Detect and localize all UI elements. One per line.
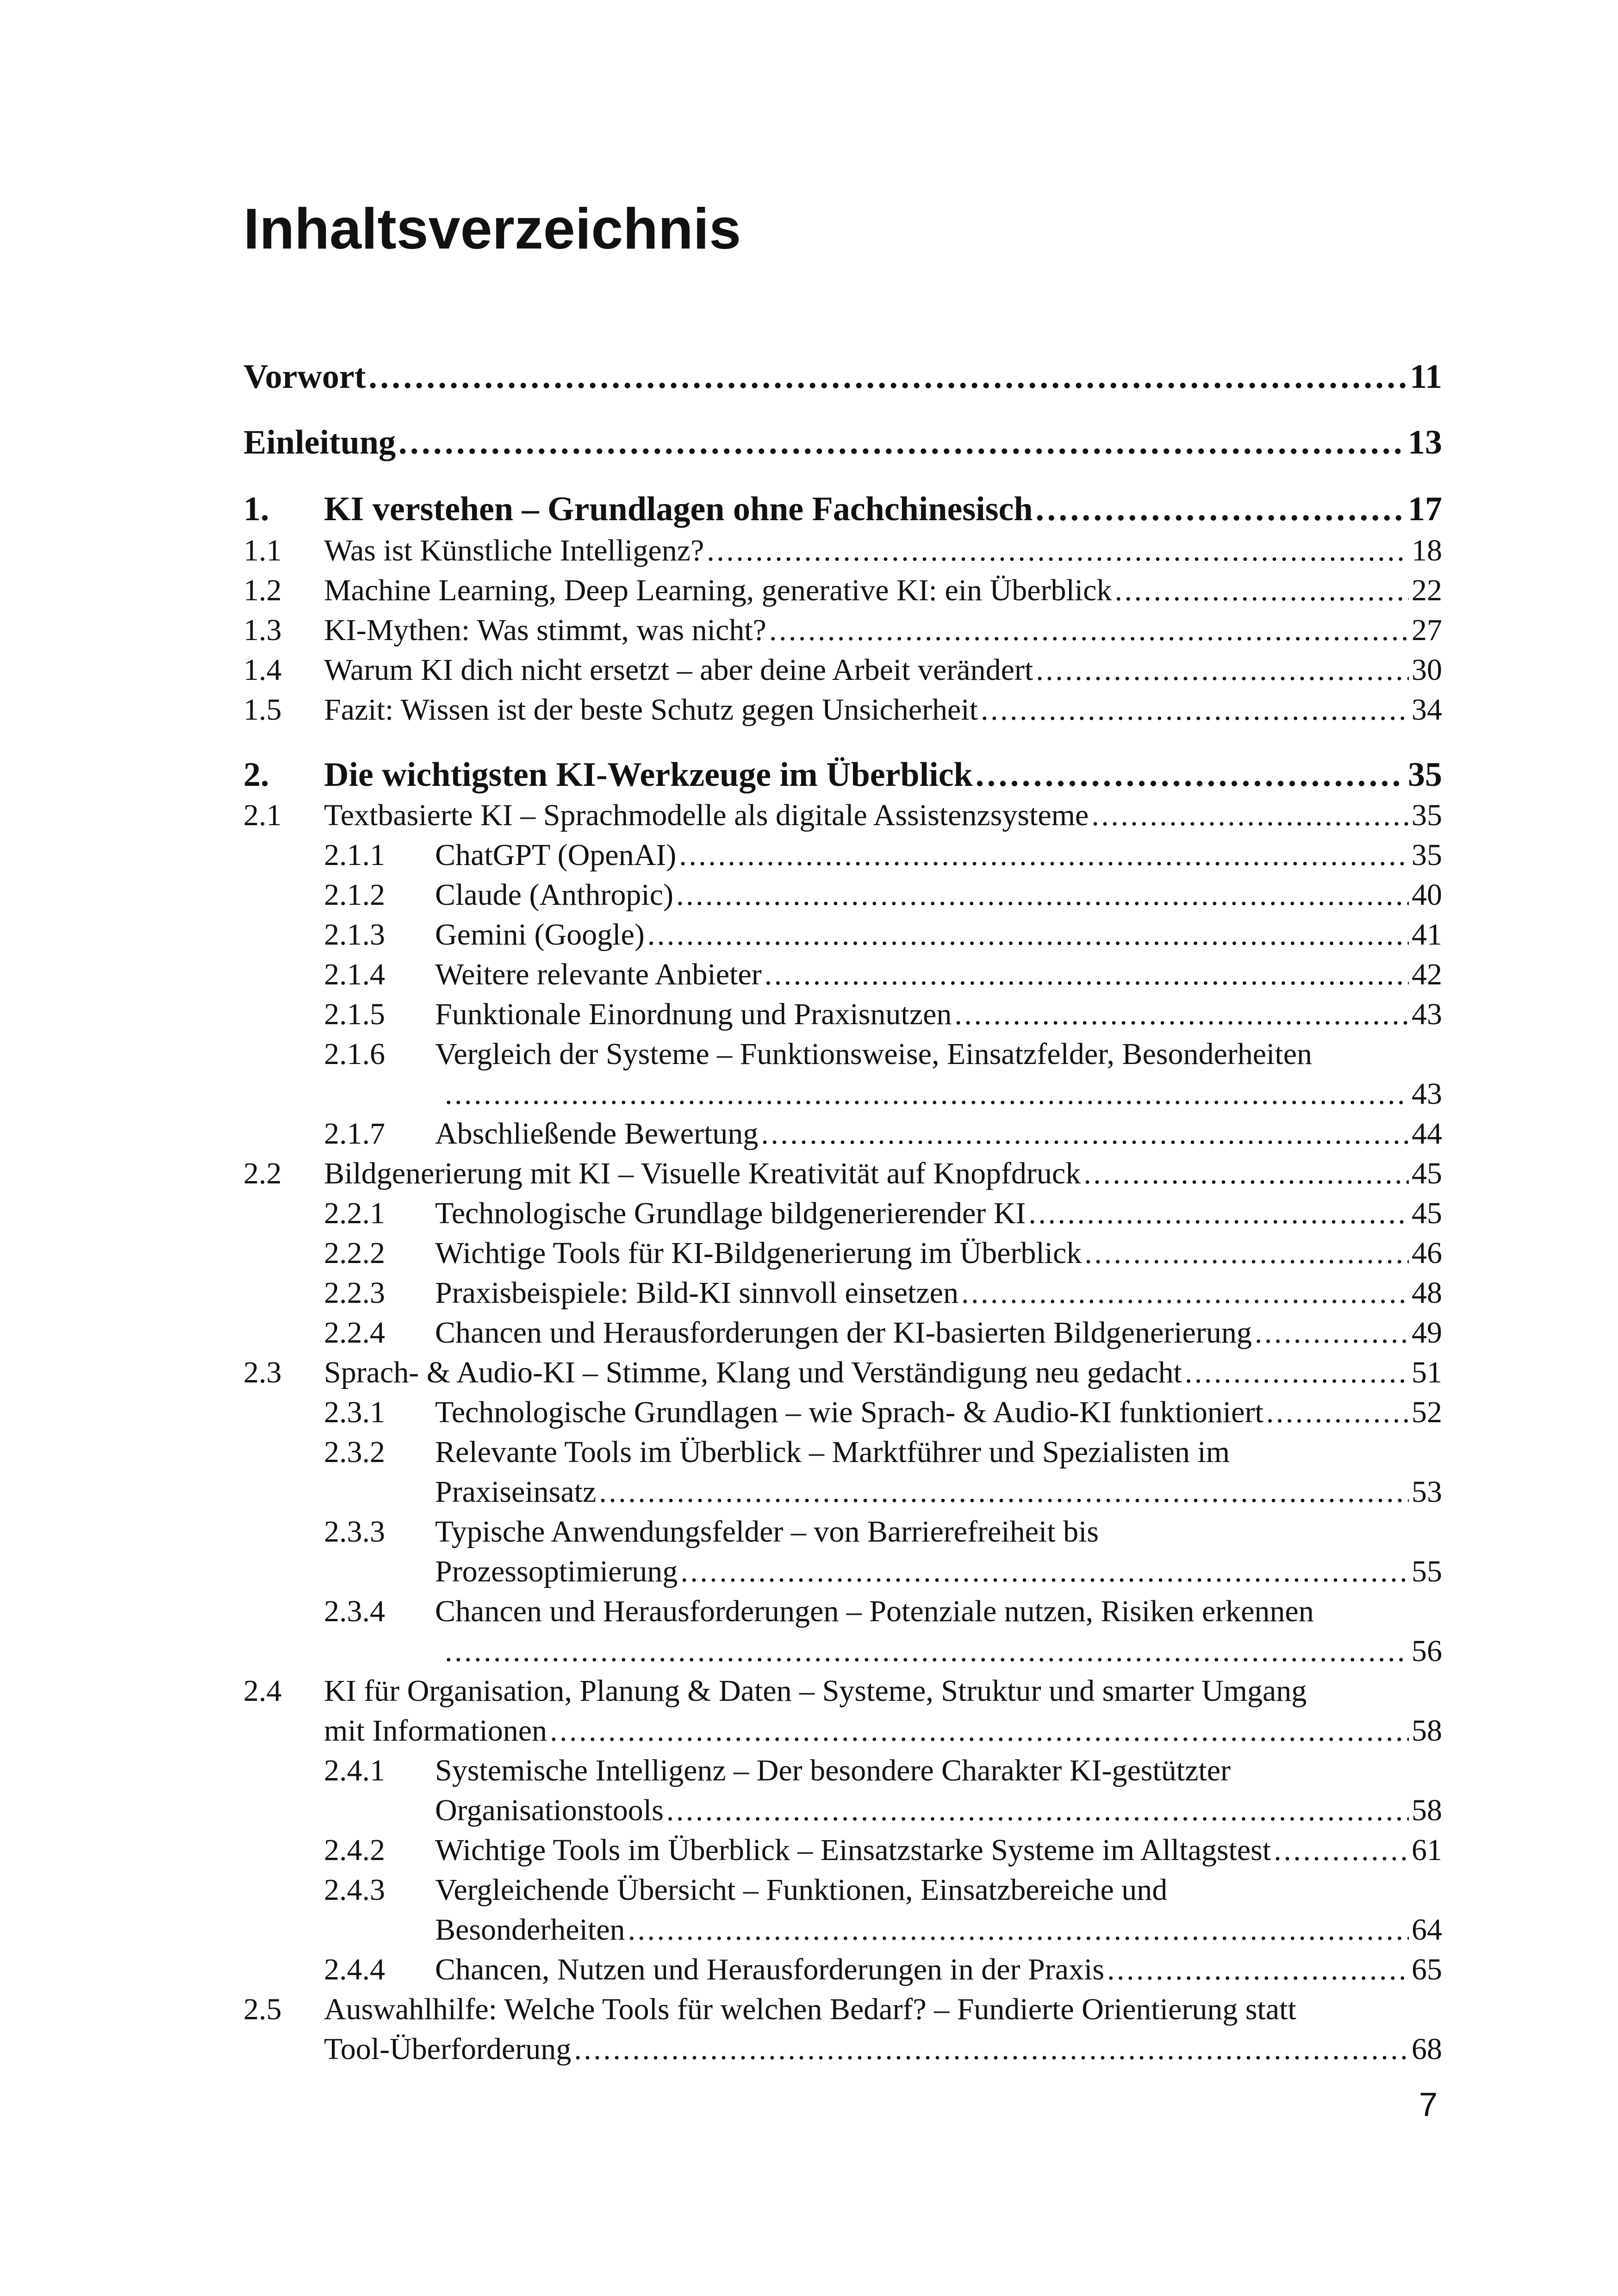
toc-entry-label-cont: Praxiseinsatz	[435, 1475, 597, 1509]
toc-entry-einleitung[interactable]	[243, 423, 1442, 462]
toc-page-number: 35	[1412, 798, 1442, 832]
dot-leader	[1114, 571, 1409, 610]
section-number: 1.2	[243, 573, 282, 607]
section-number: 2.4	[243, 1674, 282, 1708]
dot-leader	[666, 1791, 1409, 1830]
subsection-number: 2.2.3	[324, 1276, 385, 1310]
toc-entry-label: Claude (Anthropic)	[435, 878, 674, 912]
toc-page-number: 45	[1412, 1157, 1442, 1190]
dot-leader	[1036, 490, 1406, 529]
toc-page-number: 27	[1412, 613, 1442, 647]
toc-entry-label-cont: Organisationstools	[435, 1793, 664, 1827]
toc-entry-label: Abschließende Bewertung	[435, 1117, 759, 1151]
toc-subsection-2-2-2[interactable]	[435, 1234, 1442, 1273]
toc-page-number: 30	[1412, 653, 1442, 687]
toc-entry-label: Gemini (Google)	[435, 918, 645, 952]
toc-subsection-2-2-1[interactable]	[435, 1194, 1442, 1233]
subsection-number: 2.4.4	[324, 1953, 385, 1986]
dot-leader	[1185, 1353, 1409, 1392]
section-number: 1.4	[243, 653, 282, 687]
toc-page-number: 43	[1412, 1077, 1442, 1111]
toc-page-number: 41	[1412, 918, 1442, 952]
dot-leader	[1266, 1393, 1409, 1432]
toc-chapter-2[interactable]	[324, 755, 1442, 794]
chapter-number: 2.	[243, 756, 269, 794]
dot-leader	[550, 1711, 1409, 1750]
toc-entry-label[interactable]: KI für Organisation, Planung & Daten – Systeme, Struktur und smarter Umgang	[324, 1674, 1307, 1708]
toc-entry-label: Was ist Künstliche Intelligenz?	[324, 534, 704, 567]
dot-leader	[1091, 796, 1409, 835]
subsection-number: 2.1.6	[324, 1037, 385, 1071]
toc-page-number: 55	[1412, 1555, 1442, 1588]
toc-section-1-3[interactable]	[324, 611, 1442, 650]
toc-page-number: 65	[1412, 1953, 1442, 1986]
toc-entry-label-cont: Tool-Überforderung	[324, 2032, 572, 2066]
subsection-number: 2.1.1	[324, 838, 385, 872]
dot-leader	[1084, 1234, 1409, 1273]
dot-leader	[1255, 1313, 1409, 1352]
section-number: 2.5	[243, 1992, 282, 2026]
dot-leader	[445, 1632, 1409, 1671]
subsection-number: 2.1.3	[324, 918, 385, 952]
toc-entry-label: Vorwort	[243, 358, 366, 396]
dot-leader	[765, 955, 1409, 994]
toc-entry-label: Wichtige Tools im Überblick – Einsatzstarke Systeme im Alltagstest	[435, 1833, 1271, 1867]
toc-page-number: 58	[1412, 1714, 1442, 1748]
toc-entry-label: KI verstehen – Grundlagen ohne Fachchinesisch	[324, 490, 1033, 528]
toc-section-1-2[interactable]	[324, 571, 1442, 610]
toc-subsection-2-4-2[interactable]	[435, 1831, 1442, 1870]
toc-page-number: 53	[1412, 1475, 1442, 1509]
page-number: 7	[1419, 2086, 1438, 2123]
toc-section-2-5[interactable]	[324, 2030, 1442, 2069]
toc-entry-label: Praxisbeispiele: Bild-KI sinnvoll einsetzen	[435, 1276, 958, 1310]
chapter-number: 1.	[243, 490, 269, 528]
toc-subsection-2-1-6[interactable]	[442, 1075, 1442, 1114]
toc-page-number: 52	[1412, 1395, 1442, 1429]
toc-page-number: 43	[1412, 997, 1442, 1031]
section-number: 2.2	[243, 1157, 282, 1190]
toc-page-number: 45	[1412, 1196, 1442, 1230]
subsection-number: 2.4.1	[324, 1754, 385, 1787]
section-number: 2.3	[243, 1356, 282, 1389]
toc-entry-label[interactable]: Relevante Tools im Überblick – Marktführer und Spezialisten im	[435, 1435, 1230, 1469]
toc-subsection-2-2-3[interactable]	[435, 1274, 1442, 1313]
toc-subsection-2-1-4[interactable]	[435, 955, 1442, 994]
toc-page-number: 35	[1412, 838, 1442, 872]
toc-page-number: 64	[1412, 1913, 1442, 1947]
subsection-number: 2.2.2	[324, 1236, 385, 1270]
toc-entry-label: Bildgenerierung mit KI – Visuelle Kreativität auf Knopfdruck	[324, 1157, 1081, 1190]
toc-page-number: 18	[1412, 534, 1442, 567]
dot-leader	[1083, 1154, 1409, 1193]
subsection-number: 2.3.4	[324, 1594, 385, 1628]
toc-subsection-2-3-1[interactable]	[435, 1393, 1442, 1432]
toc-entry-label-cont: mit Informationen	[324, 1714, 548, 1748]
toc-page-number: 61	[1412, 1833, 1442, 1867]
dot-leader	[981, 691, 1409, 729]
dot-leader	[1028, 1194, 1409, 1233]
dot-leader	[679, 836, 1409, 875]
toc-page-number: 34	[1412, 693, 1442, 727]
dot-leader	[761, 1114, 1409, 1153]
dot-leader	[368, 357, 1407, 396]
toc-entry-label[interactable]: Systemische Intelligenz – Der besondere Charakter KI-gestützter	[435, 1754, 1231, 1787]
toc-entry-label: Funktionale Einordnung und Praxisnutzen	[435, 997, 952, 1031]
dot-leader	[954, 995, 1409, 1034]
subsection-number: 2.1.2	[324, 878, 385, 912]
toc-section-1-4[interactable]	[324, 651, 1442, 690]
toc-page-number: 40	[1412, 878, 1442, 912]
toc-subsection-2-4-4[interactable]	[435, 1950, 1442, 1989]
toc-entry-label: Technologische Grundlage bildgenerierender KI	[435, 1196, 1026, 1230]
toc-entry-label: Die wichtigsten KI-Werkzeuge im Überblick	[324, 756, 973, 794]
subsection-number: 2.3.2	[324, 1435, 385, 1469]
toc-subsection-2-4-3[interactable]	[435, 1910, 1442, 1949]
toc-subsection-2-1-3[interactable]	[435, 915, 1442, 954]
dot-leader	[680, 1552, 1409, 1591]
toc-section-2-3[interactable]	[324, 1353, 1442, 1392]
section-number: 1.3	[243, 613, 282, 647]
toc-entry-vorwort[interactable]	[243, 357, 1442, 396]
subsection-number: 2.1.4	[324, 958, 385, 991]
toc-section-2-4[interactable]	[324, 1711, 1442, 1750]
toc-entry-label: Textbasierte KI – Sprachmodelle als digitale Assistenzsysteme	[324, 798, 1089, 832]
dot-leader	[976, 755, 1405, 794]
subsection-number: 2.4.2	[324, 1833, 385, 1867]
dot-leader	[628, 1910, 1409, 1949]
toc-entry-label: Machine Learning, Deep Learning, generative KI: ein Überblick	[324, 573, 1112, 607]
toc-entry-label[interactable]: Typische Anwendungsfelder – von Barrierefreiheit bis	[435, 1515, 1099, 1549]
dot-leader	[707, 531, 1409, 570]
toc-entry-label: Fazit: Wissen ist der beste Schutz gegen Unsicherheit	[324, 693, 978, 727]
toc-entry-label: Weitere relevante Anbieter	[435, 958, 762, 991]
toc-entry-label: Chancen, Nutzen und Herausforderungen in der Praxis	[435, 1953, 1105, 1986]
toc-section-1-1[interactable]	[324, 531, 1442, 570]
toc-page-number: 58	[1412, 1793, 1442, 1827]
toc-entry-label: Chancen und Herausforderungen der KI-basierten Bildgenerierung	[435, 1316, 1252, 1350]
toc-subsection-2-1-1[interactable]	[435, 836, 1442, 875]
toc-chapter-1[interactable]	[324, 490, 1442, 529]
dot-leader	[961, 1274, 1409, 1313]
toc-entry-label-cont: Prozessoptimierung	[435, 1555, 678, 1588]
toc-page-number: 13	[1408, 423, 1442, 461]
toc-section-2-1[interactable]	[324, 796, 1442, 835]
dot-leader	[574, 2030, 1409, 2069]
toc-subsection-2-3-4[interactable]	[442, 1632, 1442, 1671]
dot-leader	[398, 423, 1405, 462]
subsection-number: 2.3.3	[324, 1515, 385, 1549]
toc-page-number: 56	[1412, 1634, 1442, 1668]
dot-leader	[1274, 1831, 1409, 1870]
toc-subsection-2-1-7[interactable]	[435, 1114, 1442, 1153]
toc-entry-label[interactable]: Auswahlhilfe: Welche Tools für welchen Bedarf? – Fundierte Orientierung statt	[324, 1992, 1296, 2026]
dot-leader	[445, 1075, 1409, 1114]
dot-leader	[769, 611, 1409, 650]
toc-page-number: 17	[1408, 490, 1442, 528]
toc-entry-label: Wichtige Tools für KI-Bildgenerierung im Überblick	[435, 1236, 1082, 1270]
toc-entry-label: ChatGPT (OpenAI)	[435, 838, 677, 872]
toc-page-number: 44	[1412, 1117, 1442, 1151]
dot-leader	[1107, 1950, 1409, 1989]
subsection-number: 2.2.1	[324, 1196, 385, 1230]
toc-entry-label[interactable]: Chancen und Herausforderungen – Potenziale nutzen, Risiken erkennen	[435, 1594, 1314, 1628]
toc-subsection-2-1-5[interactable]	[435, 995, 1442, 1034]
toc-subsection-2-3-3[interactable]	[435, 1552, 1442, 1591]
toc-page-number: 68	[1412, 2032, 1442, 2066]
toc-subsection-2-2-4[interactable]	[435, 1313, 1442, 1352]
dot-leader	[1036, 651, 1409, 690]
page-title: Inhaltsverzeichnis	[243, 197, 741, 261]
toc-entry-label: KI-Mythen: Was stimmt, was nicht?	[324, 613, 766, 647]
dot-leader	[676, 876, 1409, 915]
toc-page-number: 49	[1412, 1316, 1442, 1350]
toc-page-number: 46	[1412, 1236, 1442, 1270]
toc-page-number: 22	[1412, 573, 1442, 607]
toc-subsection-2-4-1[interactable]	[435, 1791, 1442, 1830]
toc-page-number: 11	[1410, 358, 1442, 396]
toc-subsection-2-3-2[interactable]	[435, 1473, 1442, 1512]
section-number: 1.5	[243, 693, 282, 727]
subsection-number: 2.3.1	[324, 1395, 385, 1429]
toc-entry-label: Einleitung	[243, 423, 396, 461]
dot-leader	[599, 1473, 1409, 1512]
subsection-number: 2.4.3	[324, 1873, 385, 1907]
toc-entry-label: Sprach- & Audio-KI – Stimme, Klang und Verständigung neu gedacht	[324, 1356, 1182, 1389]
subsection-number: 2.1.7	[324, 1117, 385, 1151]
toc-page-number: 42	[1412, 958, 1442, 991]
toc-entry-label: Warum KI dich nicht ersetzt – aber deine Arbeit verändert	[324, 653, 1033, 687]
subsection-number: 2.1.5	[324, 997, 385, 1031]
toc-page-number: 35	[1408, 756, 1442, 794]
toc-page-number: 48	[1412, 1276, 1442, 1310]
subsection-number: 2.2.4	[324, 1316, 385, 1350]
toc-entry-label[interactable]: Vergleich der Systeme – Funktionsweise, Einsatzfelder, Besonderheiten	[435, 1037, 1312, 1071]
toc-subsection-2-1-2[interactable]	[435, 876, 1442, 915]
section-number: 1.1	[243, 534, 282, 567]
toc-entry-label: Technologische Grundlagen – wie Sprach- & Audio-KI funktioniert	[435, 1395, 1263, 1429]
toc-entry-label[interactable]: Vergleichende Übersicht – Funktionen, Einsatzbereiche und	[435, 1873, 1168, 1907]
section-number: 2.1	[243, 798, 282, 832]
toc-section-2-2[interactable]	[324, 1154, 1442, 1193]
dot-leader	[647, 915, 1409, 954]
toc-page-number: 51	[1412, 1356, 1442, 1389]
toc-section-1-5[interactable]	[324, 691, 1442, 729]
toc-entry-label-cont: Besonderheiten	[435, 1913, 625, 1947]
